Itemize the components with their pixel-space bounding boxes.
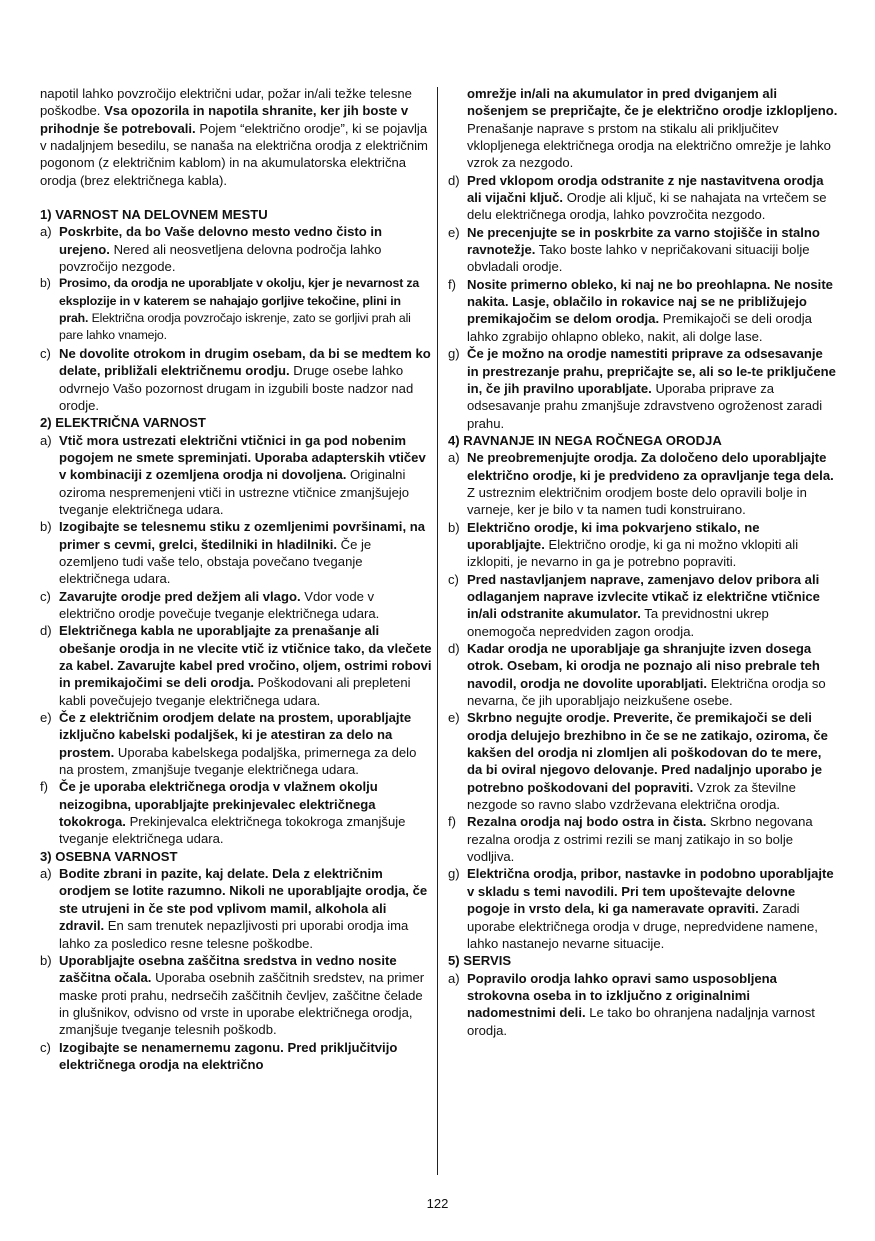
list-item: e) Ne precenjujte se in poskrbite za varno stojišče in stalno ravnotežje. Tako boste lahko v nepričakovani situaciji bolje obvladali orodje. — [448, 224, 820, 275]
intro-paragraph — [40, 85, 432, 189]
intro-bold: Vsa opozorila in napotila shranite, ker jih boste v prihodnje še potrebovali. — [40, 103, 409, 136]
right-column — [448, 85, 838, 1039]
list-item: c) Zavarujte orodje pred dežjem ali vlago. Vdor vode v električno orodje povečuje tveganje električnega udara. — [40, 588, 380, 621]
section-heading-2: 2) ELEKTRIČNA VARNOST — [40, 415, 206, 431]
list-item-continuation: omrežje in/ali na akumulator in pred dviganjem ali nošenjem se prepričajte, če je električno orodje izklopljeno. Prenašanje naprave s prstom na stikalu ali priključitev vklopljenega električnega orodja na električno omrežje je lahko vzrok za nezgodo. — [467, 86, 838, 171]
list-item: a) Bodite zbrani in pazite, kaj delate. Dela z električnim orodjem se lotite razumno. Nikoli ne uporabljajte orodja, če ste utrujeni in če ste pod vplivom mamil, alkohola ali zdravil. En sam trenutek nepazljivosti pri uporabi orodja ima lahko za posledico resne telesne poškodbe. — [40, 866, 428, 951]
section-heading-3: 3) OSEBNA VARNOST — [40, 848, 178, 864]
list-item: b) Izogibajte se telesnemu stiku z ozemljenimi površinami, na primer s cevmi, grelci, štedilniki in hladilniki. Če je ozemljeno tudi vaše telo, obstaja povečano tveganje električnega udara. — [40, 519, 425, 587]
intro-text-2: Pojem “električno orodje”, ki se pojavlja v nadaljnjem besedilu, se nanaša na električna orodja z električnim pogonom (z električnim kablom) in na akumulatorska električna orodja (brez električnega kabla). — [40, 120, 428, 188]
list-item: b) Električno orodje, ki ima pokvarjeno stikalo, ne uporabljajte. Električno orodje, ki ga ni možno vklopiti ali izklopiti, je nevarno in ga je potrebno popraviti. — [448, 519, 799, 570]
list-item: a) Poskrbite, da bo Vaše delovno mesto vedno čisto in urejeno. Nered ali neosvetljena delovna področja lahko povzročijo nezgode. — [40, 224, 383, 275]
list-item: f) Če je uporaba električnega orodja v vlažnem okolju neizogibna, uporabljajte prekinjevalec električnega tokokroga. Prekinjevalca električnega tokokroga zmanjšuje tveganje električnega udara. — [40, 779, 406, 847]
list-item: a) Popravilo orodja lahko opravi samo usposobljena strokovna oseba in to izključno z originalnimi nadomestnimi deli. Le tako bo ohranjena nadaljnja varnost orodja. — [448, 970, 815, 1038]
list-item: b) Prosimo, da orodja ne uporabljate v okolju, kjer je nevarnost za eksplozije in v katerem se nahajajo gorljive tekočine, plini in prah. Električna orodja povzročajo iskrenje, zato se gorljivi prah ali pare lahko vnamejo. — [40, 276, 420, 343]
list-item: b) Uporabljajte osebna zaščitna sredstva in vedno nosite zaščitna očala. Uporaba osebnih zaščitnih sredstev, na primer maske proti prahu, nedrsečih zaščitnih čevljev, zaščitne čelade in glušnikov, odvisno od vrste in uporabe električnega orodja, zmanjšuje tveganje telesnih poškodb. — [40, 952, 425, 1038]
section-heading-4: 4) RAVNANJE IN NEGA ROČNEGA ORODJA — [448, 432, 722, 448]
list-item: a) Vtič mora ustrezati električni vtičnici in ga pod nobenim pogojem ne smete spreminjati. Uporaba adapterskih vtičev v kombinaciji z ozemljena orodja ni dovoljena. Originalni oziroma nespremenjeni vtiči in ustrezne vtičnice zmanjšujejo tveganje električnega udara. — [40, 432, 426, 517]
list-item: f) Rezalna orodja naj bodo ostra in čista. Skrbno negovana rezalna orodja z ostrimi rezili se manj zatikajo in so bolje vodljiva. — [448, 814, 813, 865]
section-heading-5: 5) SERVIS — [448, 953, 512, 969]
intro-text: napotil lahko povzročijo električni udar, požar in/ali težke telesne poškodbe. — [40, 86, 412, 119]
list-item: g) Električna orodja, pribor, nastavke in podobno uporabljajte v skladu s temi navodili. Pri tem upoštevajte delovne pogoje in vrsto dela, ki ga nameravate opraviti. Zaradi uporabe električnega orodja v druge, nepredvidene namene, lahko nastanejo nevarne situacije. — [448, 866, 834, 951]
list-item: c) Izogibajte se nenamernemu zagonu. Pred priključitvijo električnega orodja na električno — [40, 1039, 398, 1072]
list-item: g) Če je možno na orodje namestiti priprave za odsesavanje in prestrezanje prahu, prepričajte se, ali so le-te priključene in, če jih pravilno uporabljate. Uporaba priprave za odsesavanje prahu zmanjšuje zdravstveno ogroženost zaradi prahu. — [448, 346, 836, 431]
list-item: d) Kadar orodja ne uporabljaje ga shranjujte izven dosega otrok. Osebam, ki orodja ne poznajo ali niso prebrale teh navodil, orodja ne dovolite uporabljati. Električna orodja so nevarna, če jih uporabljajo neizkušene osebe. — [448, 641, 826, 709]
page-number: 122 — [426, 1196, 449, 1211]
list-item: d) Električnega kabla ne uporabljajte za prenašanje ali obešanje orodja in ne vlecite vtič iz vtičnice tako, da vlečete za kabel. Zavarujte kabel pred vročino, oljem, ostrimi robovi in premikajočimi se deli orodja. Poškodovani ali prepleteni kabli povečujejo tveganje električnega udara. — [40, 623, 432, 708]
list-item: c) Pred nastavljanjem naprave, zamenjavo delov pribora ali odlaganjem naprave izvlecite vtikač iz električne vtičnice in/ali odstranite akumulator. Ta previdnostni ukrep onemogoča nepredviden zagon orodja. — [448, 571, 820, 639]
list-item: f) Nosite primerno obleko, ki naj ne bo preohlapna. Ne nosite nakita. Lasje, oblačilo in rokavice naj se ne približujejo premikajočim se delom orodja. Premikajoči se deli orodja lahko zgrabijo ohlapno obleko, nakit, ali dolge lase. — [448, 276, 833, 344]
section-heading-1: 1) VARNOST NA DELOVNEM MESTU — [40, 207, 268, 223]
list-item: d) Pred vklopom orodja odstranite z nje nastavitvena orodja ali vijačni ključ. Orodje ali ključ, ki se nahajata na vrtečem se delu električnega orodja, lahko povzročita nezgodo. — [448, 172, 827, 223]
list-item: e) Skrbno negujte orodje. Preverite, če premikajoči se deli orodja delujejo brezhibno in če se ne zatikajo, oziroma, če kakšen del orodja ni zlomljen ali poškodovan do te mere, da bi oviral njegovo delovanje. Pred nadaljnjo uporabo je potrebno poškodovani del popraviti. Vzrok za številne nezgode so ravno slabo vzdrževana električna orodja. — [448, 710, 828, 813]
list-item: c) Ne dovolite otrokom in drugim osebam, da bi se medtem ko delate, približali električnemu orodju. Druge osebe lahko odvrnejo Vašo pozornost drugam in izgubili boste nadzor nad orodje. — [40, 345, 431, 413]
list-item: a) Ne preobremenjujte orodja. Za določeno delo uporabljajte električno orodje, ki je predvideno za opravljanje tega dela. Z ustreznim električnim orodjem boste delo opravili bolje in varneje, ker je bilo v ta namen tudi konstruirano. — [448, 450, 834, 518]
left-column — [40, 85, 432, 1073]
list-item: e) Če z električnim orodjem delate na prostem, uporabljajte izključno kabelski podaljšek, ki je atestiran za delo na prostem. Uporaba kabelskega podaljška, primernega za delo na prostem, zmanjšuje tveganje električnega udara. — [40, 710, 417, 778]
column-divider — [437, 87, 438, 1175]
